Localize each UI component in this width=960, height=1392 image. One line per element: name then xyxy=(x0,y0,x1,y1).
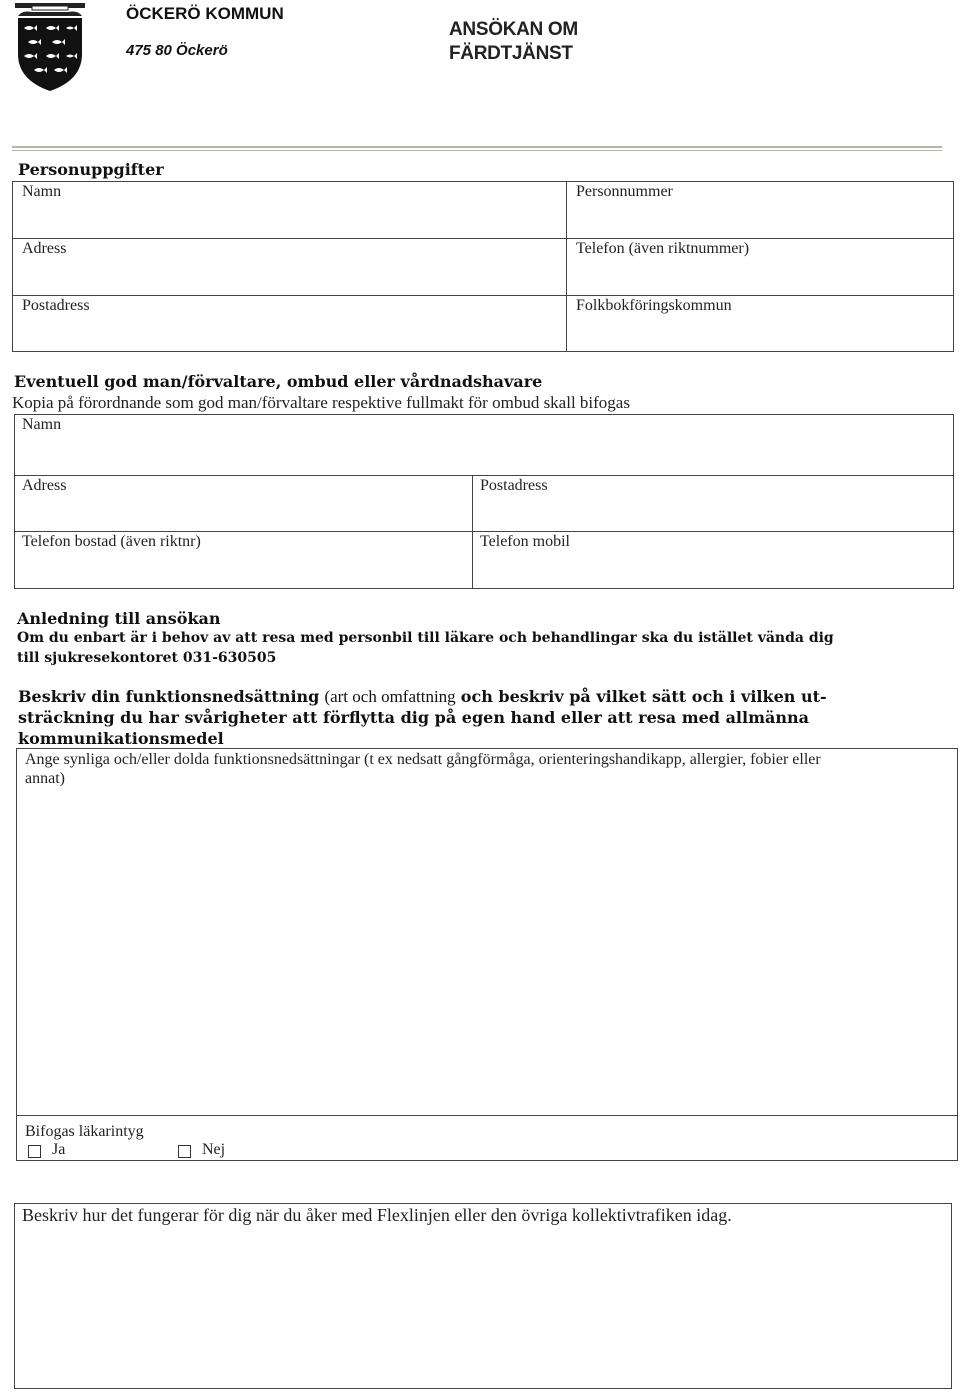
field-label: Adress xyxy=(22,477,67,494)
certificate-no-label: Nej xyxy=(202,1141,226,1158)
reason-note-line-1: Om du enbart är i behov av att resa med personbil till läkare och behandlingar ska du istället vända dig xyxy=(17,630,834,646)
field-label: Beskriv hur det fungerar för dig när du åker med Flexlinjen eller den övriga kollektivtrafiken idag. xyxy=(22,1205,732,1225)
field-label: Postadress xyxy=(480,477,548,494)
form-title-line-1: ANSÖKAN OM xyxy=(449,19,578,40)
flexline-description-field[interactable] xyxy=(14,1203,952,1389)
guardian-home-phone-field[interactable] xyxy=(15,532,472,588)
certificate-yes-checkbox[interactable] xyxy=(28,1145,41,1158)
field-label: Telefon mobil xyxy=(480,533,570,550)
form-title xyxy=(449,18,578,66)
certificate-yes-label: Ja xyxy=(52,1141,66,1158)
field-label: Ange synliga och/eller dolda funktionsnedsättningar (t ex nedsatt gångförmåga, orienteringshandikapp, allergier, fobier eller xyxy=(25,751,821,768)
applicant-postal-address-field[interactable] xyxy=(13,296,566,352)
field-label: Namn xyxy=(22,183,62,200)
form-title-line-2: FÄRDTJÄNST xyxy=(449,43,573,64)
personal-details-table xyxy=(12,181,954,352)
coat-of-arms-icon xyxy=(12,2,88,92)
reason-note-line-2: till sjukresekontoret 031-630505 xyxy=(17,650,277,666)
header-divider xyxy=(12,146,942,148)
personal-heading: Personuppgifter xyxy=(18,160,164,179)
guardian-mobile-phone-field[interactable] xyxy=(473,532,953,588)
field-label: Folkbokföringskommun xyxy=(576,297,732,314)
applicant-address-field[interactable] xyxy=(13,239,566,295)
disability-heading-normal: (art och omfattning xyxy=(324,687,456,706)
reason-heading: Anledning till ansökan xyxy=(17,609,221,628)
organization-name: ÖCKERÖ KOMMUN xyxy=(126,4,284,23)
applicant-name-field[interactable] xyxy=(13,182,566,238)
disability-heading-line-1 xyxy=(18,687,827,707)
personal-number-field[interactable] xyxy=(567,182,953,238)
field-label: Adress xyxy=(22,240,67,257)
disability-description-field[interactable] xyxy=(17,749,957,1115)
disability-description-box xyxy=(16,748,958,1161)
guardian-name-field[interactable] xyxy=(15,415,953,475)
certificate-no-checkbox[interactable] xyxy=(178,1145,191,1158)
disability-heading-bold-2: och beskriv på vilket sätt och i vilken ut- xyxy=(460,687,827,706)
guardian-note: Kopia på förordnande som god man/förvaltare respektive fullmakt för ombud skall bifogas xyxy=(12,393,630,412)
guardian-postal-address-field[interactable] xyxy=(473,476,953,531)
guardian-heading: Eventuell god man/förvaltare, ombud eller vårdnadshavare xyxy=(14,372,543,391)
guardian-address-field[interactable] xyxy=(15,476,472,531)
field-label: Telefon bostad (även riktnr) xyxy=(22,533,201,550)
guardian-details-table xyxy=(14,414,954,589)
organization-address: 475 80 Öckerö xyxy=(126,42,228,59)
field-label: Telefon (även riktnummer) xyxy=(576,240,750,257)
row-divider xyxy=(17,1115,957,1116)
field-label: Postadress xyxy=(22,297,90,314)
applicant-phone-field[interactable] xyxy=(567,239,953,295)
field-label-continued: annat) xyxy=(25,770,65,787)
field-label: Personnummer xyxy=(576,183,673,200)
registered-municipality-field[interactable] xyxy=(567,296,953,352)
certificate-label: Bifogas läkarintyg xyxy=(25,1123,144,1140)
disability-heading-line-2: sträckning du har svårigheter att förflytta dig på egen hand eller att resa med allmänna xyxy=(18,708,810,727)
header-divider-thin xyxy=(12,150,942,151)
disability-heading-line-3: kommunikationsmedel xyxy=(18,729,224,748)
field-label: Namn xyxy=(22,416,62,433)
disability-heading-bold: Beskriv din funktionsnedsättning xyxy=(18,687,320,706)
